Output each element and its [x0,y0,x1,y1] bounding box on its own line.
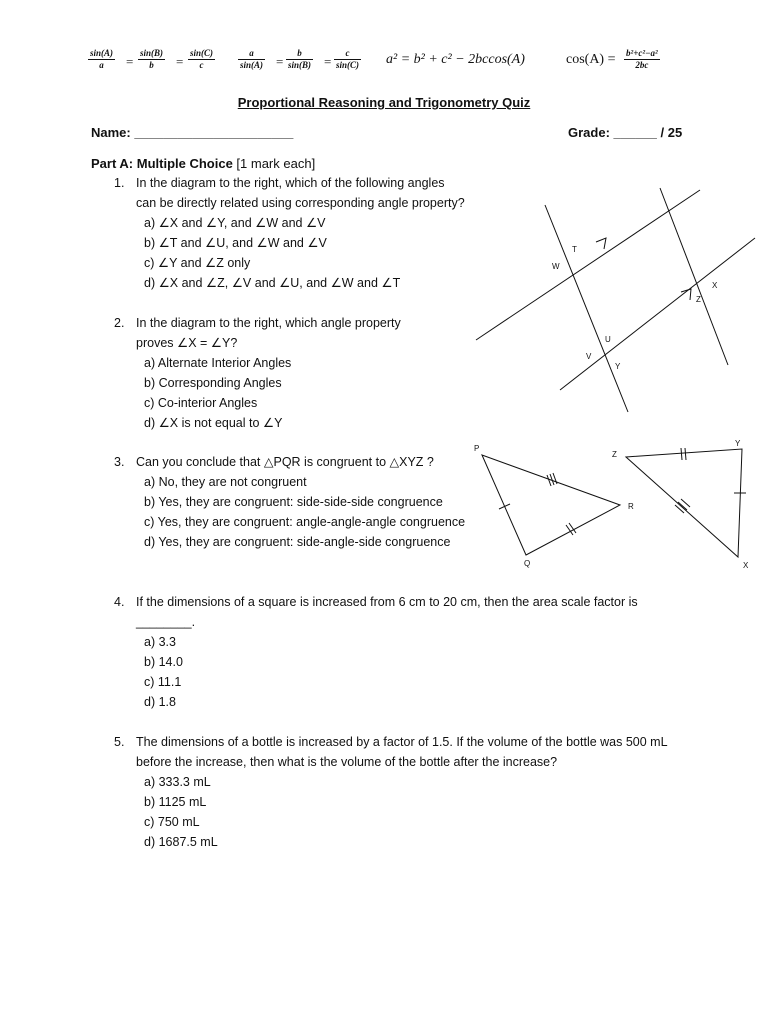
part-a-marks: [1 mark each] [232,156,316,171]
option-c: c) 11.1 [144,675,182,689]
option-a: a) No, they are not congruent [144,475,307,489]
question-4: 4. If the dimensions of a square is increased from 6 cm to 20 cm, then the area scale factor is ________. a) 3.3 b) 14.0 c) 11.1 d) 1.8 [114,592,638,712]
parallel-lines-diagram [470,180,760,420]
option-d: d) 1.8 [144,695,176,709]
option-d: d) ∠X is not equal to ∠Y [144,416,283,430]
tick-mark [547,475,551,486]
formula-header [88,46,688,80]
grade-field: Grade: ______ / 25 [568,125,683,140]
formula-fraction: $\frac{\sin(B)}{b}$ [140,48,164,70]
option-b: b) ∠T and ∠U, and ∠W and ∠V [144,236,327,250]
option-a: a) Alternate Interior Angles [144,356,292,370]
option-d: d) ∠X and ∠Z, ∠V and ∠U, and ∠W and ∠T [144,276,401,290]
label-r: R [628,502,634,511]
option-b: b) Corresponding Angles [144,376,282,390]
label-z: Z [696,295,701,304]
formula-fraction: $\frac{b}{\sin(B)}$ [288,48,312,70]
label-y: Y [735,439,741,448]
triangles-diagram [470,435,760,575]
transversal-line-top [476,190,700,340]
formula-fraction: $\frac{c}{\sin(C)}$ [336,48,360,70]
option-c: c) Yes, they are congruent: angle-angle-angle congruence [144,515,466,529]
parallel-line-right [660,188,728,365]
option-b: b) 14.0 [144,655,183,669]
cosine-law: a² = b² + c² − 2bccos(A) [386,52,525,67]
label-w: W [552,262,560,271]
label-t: T [572,245,577,254]
label-y: Y [615,362,621,371]
label-q: Q [524,559,531,568]
tick-mark [499,504,510,509]
option-a: a) ∠X and ∠Y, and ∠W and ∠V [144,216,326,230]
formula-fraction: $\frac{a}{\sin(A)}$ [240,48,264,70]
option-d: d) 1687.5 mL [144,835,218,849]
option-c: c) Co-interior Angles [144,396,258,410]
parallel-line-left [545,205,628,412]
label-u: U [605,335,611,344]
label-p: P [474,444,480,453]
arrow-marker-icon [596,238,606,249]
option-c: c) ∠Y and ∠Z only [144,256,251,270]
question-5: 5. The dimensions of a bottle is increased by a factor of 1.5. If the volume of the bottle was 500 mL before the increase, then what is the volume of the bottle after the increase? a) 333.3 mL b) 1125 mL c) 750 mL d) 1687.5 mL [114,732,668,852]
cosine-formula-lhs: cos(A) = [566,52,616,67]
formula-fraction: $\frac{\text{b²+c²−a²}}{2bc}$ [626,48,658,70]
triangle-xyz [626,449,742,557]
question-3: 3. Can you conclude that △PQR is congruent to △XYZ ? a) No, they are not congruent b) Yes, they are congruent: side-side-side congruence c) Yes, they are congruent: angle-angle-angle congruence d) Yes, they are congruent: side-angle-side congruence [114,452,465,552]
equals-sign: = [276,54,284,69]
name-field: Name: ______________________ [91,125,294,140]
transversal-line-bottom [560,238,755,390]
formula-fraction: $\frac{\sin(A)}{a}$ [90,48,114,70]
option-d: d) Yes, they are congruent: side-angle-side congruence [144,535,451,549]
formula-fraction: $\frac{\sin(C)}{c}$ [190,48,214,70]
option-b: b) 1125 mL [144,795,207,809]
triangle-pqr [482,455,620,555]
equals-sign: = [176,54,184,69]
option-a: a) 333.3 mL [144,775,211,789]
tick-mark [553,473,557,484]
question-1: 1. In the diagram to the right, which of the following angles can be directly related using corresponding angle property? a) ∠X and ∠Y, and ∠W and ∠V b) ∠T and ∠U, and ∠W and ∠V c) ∠Y and ∠Z only d) ∠X and ∠Z, ∠V and ∠U, and ∠W and ∠T [114,173,465,293]
label-x: X [743,561,749,570]
equals-sign: = [126,54,134,69]
option-c: c) 750 mL [144,815,200,829]
part-a-heading [91,156,315,171]
equals-sign: = [324,54,332,69]
option-a: a) 3.3 [144,635,176,649]
option-b: b) Yes, they are congruent: side-side-side congruence [144,495,443,509]
tick-mark [681,448,682,460]
page-title: Proportional Reasoning and Trigonometry Quiz [237,95,531,110]
part-a-title: Part A: Multiple Choice [91,156,233,171]
question-2: 2. In the diagram to the right, which angle property proves ∠X = ∠Y? a) Alternate Interior Angles b) Corresponding Angles c) Co-interior Angles d) ∠X is not equal to ∠Y [114,313,401,433]
label-v: V [586,352,592,361]
label-z: Z [612,450,617,459]
label-x: X [712,281,718,290]
tick-mark [685,448,686,460]
